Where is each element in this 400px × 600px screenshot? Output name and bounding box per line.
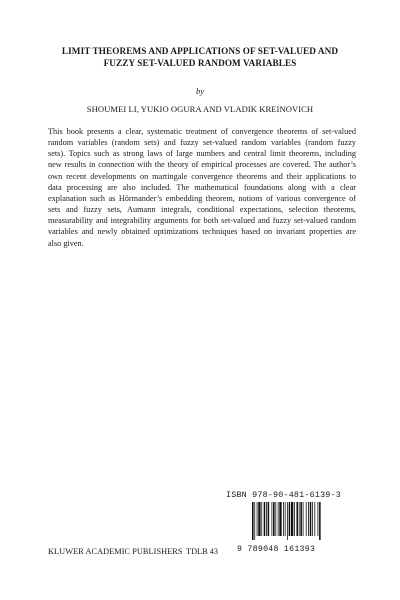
barcode-bar (306, 502, 307, 536)
barcode-bar (258, 502, 260, 536)
abstract (48, 126, 356, 249)
abstract-line: new results in connection with the theory of empirical processes are covered. The author’s (48, 160, 356, 170)
barcode-bar (266, 502, 267, 536)
barcode-bar (294, 502, 295, 536)
barcode-bar (268, 502, 270, 536)
title-line-1: LIMIT THEOREMS AND APPLICATIONS OF SET-VALUED AND (61, 46, 339, 56)
abstract-line: random variables (random sets) and fuzzy set-valued random variables (random fuzzy (48, 138, 356, 148)
barcode-bar (287, 502, 288, 540)
barcode-bar (275, 502, 276, 536)
barcode-bar (303, 502, 304, 536)
barcode-bar (314, 502, 315, 536)
title-line-2: FUZZY SET-VALUED RANDOM VARIABLES (103, 58, 297, 68)
barcode-number: 9 789048 161393 (237, 545, 316, 554)
barcode-bar (318, 502, 319, 536)
barcode-bar (312, 502, 313, 536)
by-label: by (195, 86, 205, 96)
barcode-bar (264, 502, 266, 536)
abstract-line: This book presents a clear, systematic treatment of convergence theorems of set-valued (48, 127, 356, 136)
barcode-bar (261, 502, 262, 536)
barcode-bar (299, 502, 300, 536)
barcode-bar (272, 502, 273, 536)
isbn: ISBN 978-90-481-6139-3 (226, 490, 341, 500)
barcode-bar (252, 502, 254, 540)
barcode-bar (283, 502, 284, 536)
book-title (40, 45, 360, 69)
abstract-line: own recent developments on martingale convergence theorems and their applications to (48, 171, 356, 181)
authors: SHOUMEI LI, YUKIO OGURA AND VLADIK KREINOVICH (86, 104, 314, 114)
barcode-bar (257, 502, 258, 536)
barcode (252, 502, 342, 540)
series-code: TDLB 43 (186, 547, 219, 556)
abstract-line: variables and newly obtained optimizations techniques based on invariant properties are (48, 227, 356, 237)
abstract-line: sets). Topics such as strong laws of large numbers and central limit theorems, including (48, 149, 356, 159)
abstract-line: also given. (48, 238, 84, 248)
abstract-line: explanation such as Hörmander’s embedding theorem, notions of various convergence of (48, 193, 356, 203)
publisher: KLUWER ACADEMIC PUBLISHERS (48, 547, 183, 556)
barcode-bar (310, 502, 312, 536)
barcode-bar (319, 502, 321, 540)
barcode-bar (285, 502, 286, 536)
barcode-bar (254, 502, 255, 540)
barcode-bar (273, 502, 275, 536)
barcode-bar (300, 502, 302, 536)
barcode-bar (291, 502, 293, 536)
abstract-line: data processing are also included. The mathematical foundations along with a clear (48, 182, 356, 192)
abstract-line: sets and fuzzy sets, Aumann integrals, conditional expectations, selection theorems, (48, 205, 356, 215)
abstract-line: measurability and integrability arguments for both set-valued and fuzzy set-valued random (48, 216, 356, 226)
barcode-bar (279, 502, 281, 536)
barcode-bar (289, 502, 291, 536)
barcode-bar (278, 502, 279, 536)
barcode-bar (296, 502, 298, 536)
barcode-bar (308, 502, 309, 536)
